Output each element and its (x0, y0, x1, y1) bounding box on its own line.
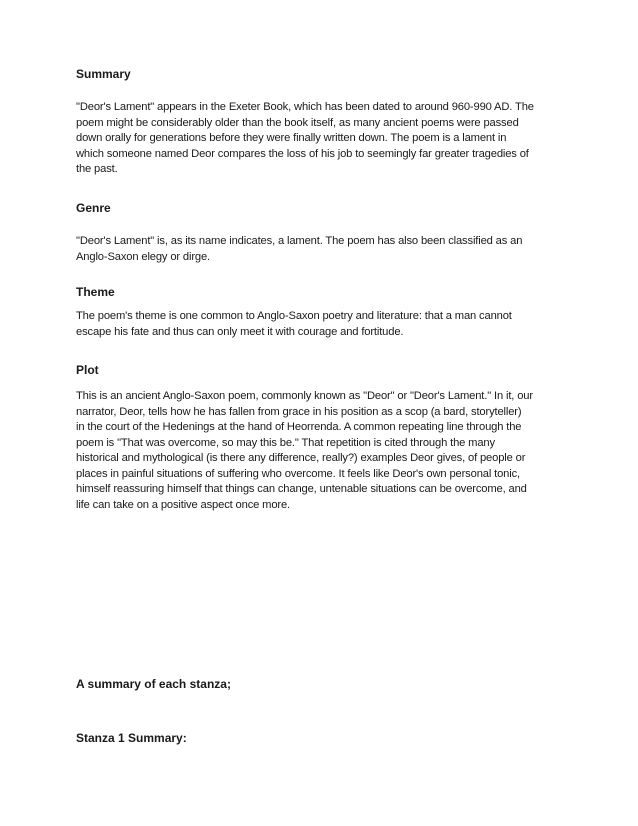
summary-section (76, 66, 566, 178)
theme-line: The poem's theme is one common to Anglo-Saxon poetry and literature: that a man cannot (76, 310, 512, 322)
plot-line: narrator, Deor, tells how he has fallen from grace in his position as a scop (a bard, storyteller) (76, 405, 522, 418)
plot-line: places in painful situations of suffering who overcome. It feels like Deor's own personal tonic, (76, 467, 520, 480)
summary-line: "Deor's Lament" appears in the Exeter Book, which has been dated to around 960-990 AD. The (76, 101, 534, 113)
plot-line: This is an ancient Anglo-Saxon poem, commonly known as "Deor" or "Deor's Lament." In it, our (76, 390, 533, 402)
stanza-summary-section (76, 676, 566, 692)
summary-line: poem might be considerably older than the book itself, as many ancient poems were passed (76, 116, 519, 129)
theme-paragraph (76, 309, 566, 340)
theme-section (76, 284, 566, 340)
genre-paragraph (76, 234, 566, 265)
plot-line: poem is "That was overcome, so may this be." That repetition is cited through the many (76, 436, 495, 449)
summary-line: down orally for generations before they were finally written down. The poem is a lament in (76, 132, 507, 144)
theme-line: escape his fate and thus can only meet it with courage and fortitude. (76, 325, 404, 338)
genre-line: Anglo-Saxon elegy or dirge. (76, 250, 211, 263)
plot-line: life can take on a positive aspect once more. (76, 498, 291, 511)
stanza1-section (76, 730, 566, 746)
summary-line: which someone named Deor compares the loss of his job to seemingly far greater tragedies of (76, 147, 529, 160)
stanza1-heading: Stanza 1 Summary: (76, 731, 187, 745)
plot-line: in the court of the Hedenings at the hand of Heorrenda. A common repeating line through the (76, 421, 522, 433)
plot-line: himself reassuring himself that things can change, untenable situations can be overcome, and (76, 483, 527, 495)
genre-heading: Genre (76, 201, 111, 215)
plot-heading: Plot (76, 363, 99, 377)
summary-paragraph (76, 100, 566, 178)
genre-line: "Deor's Lament" is, as its name indicates, a lament. The poem has also been classified as an (76, 235, 523, 247)
summary-heading: Summary (76, 67, 131, 81)
genre-section (76, 200, 566, 265)
plot-line: historical and mythological (is there any difference, really?) examples Deor gives, of people or (76, 452, 526, 464)
theme-heading: Theme (76, 285, 115, 299)
plot-section (76, 362, 566, 513)
stanza-summary-heading: A summary of each stanza; (76, 677, 231, 691)
summary-line: the past. (76, 163, 118, 175)
plot-paragraph (76, 389, 566, 513)
